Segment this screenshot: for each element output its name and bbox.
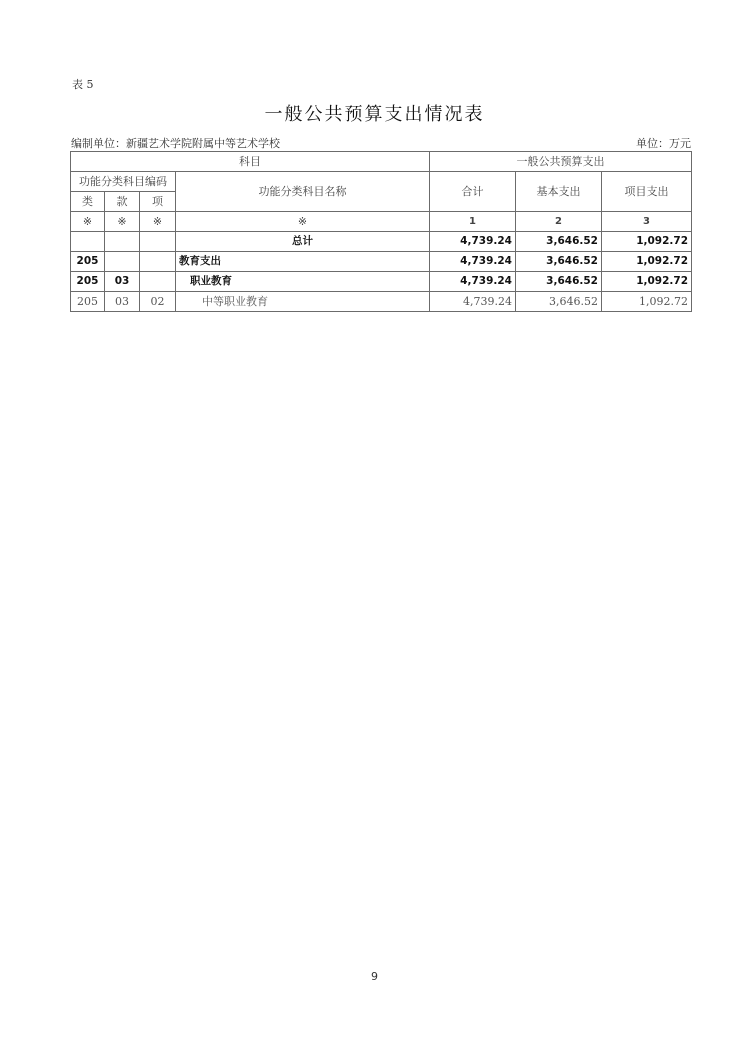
cell-total: 4,739.24	[430, 272, 516, 292]
cell-total: 4,739.24	[430, 292, 516, 312]
cell-kuan	[105, 252, 140, 272]
header-total: 合计	[430, 172, 516, 212]
header-name: 功能分类科目名称	[176, 172, 430, 212]
table-number: 表 5	[72, 78, 94, 91]
index-row	[71, 212, 692, 232]
index-cell: 3	[602, 212, 692, 232]
index-cell: ※	[140, 212, 176, 232]
cell-total: 4,739.24	[430, 232, 516, 252]
expenditure-table	[70, 151, 692, 312]
cell-project: 1,092.72	[602, 232, 692, 252]
cell-xiang	[140, 252, 176, 272]
table-row	[71, 292, 692, 312]
header-lei: 类	[71, 192, 105, 212]
header-row-2	[71, 172, 692, 192]
cell-xiang	[140, 232, 176, 252]
cell-project: 1,092.72	[602, 272, 692, 292]
org-label: 编制单位：新疆艺术学院附属中等艺术学校	[71, 137, 280, 150]
cell-lei: 205	[71, 272, 105, 292]
header-row-1	[71, 152, 692, 172]
header-code-group: 功能分类科目编码	[71, 172, 176, 192]
header-subject: 科目	[71, 152, 430, 172]
cell-basic: 3,646.52	[516, 292, 602, 312]
header-project: 项目支出	[602, 172, 692, 212]
cell-lei: 205	[71, 292, 105, 312]
cell-name: 职业教育	[176, 272, 430, 292]
cell-basic: 3,646.52	[516, 272, 602, 292]
cell-xiang	[140, 272, 176, 292]
cell-xiang: 02	[140, 292, 176, 312]
index-cell: ※	[71, 212, 105, 232]
cell-kuan: 03	[105, 272, 140, 292]
page-number: 9	[371, 970, 378, 983]
index-cell: 2	[516, 212, 602, 232]
cell-lei	[71, 232, 105, 252]
header-kuan: 款	[105, 192, 140, 212]
table-row	[71, 272, 692, 292]
cell-project: 1,092.72	[602, 252, 692, 272]
cell-basic: 3,646.52	[516, 232, 602, 252]
page-title: 一般公共预算支出情况表	[264, 104, 485, 125]
cell-name: 教育支出	[176, 252, 430, 272]
index-cell: 1	[430, 212, 516, 232]
cell-name: 中等职业教育	[176, 292, 430, 312]
index-cell: ※	[105, 212, 140, 232]
table-row-total	[71, 232, 692, 252]
header-basic: 基本支出	[516, 172, 602, 212]
cell-basic: 3,646.52	[516, 252, 602, 272]
cell-project: 1,092.72	[602, 292, 692, 312]
index-cell: ※	[176, 212, 430, 232]
cell-name: 总计	[176, 232, 430, 252]
header-expenditure: 一般公共预算支出	[430, 152, 692, 172]
unit-label: 单位：万元	[636, 137, 691, 150]
header-xiang: 项	[140, 192, 176, 212]
cell-total: 4,739.24	[430, 252, 516, 272]
cell-lei: 205	[71, 252, 105, 272]
cell-kuan: 03	[105, 292, 140, 312]
table-row	[71, 252, 692, 272]
cell-kuan	[105, 232, 140, 252]
